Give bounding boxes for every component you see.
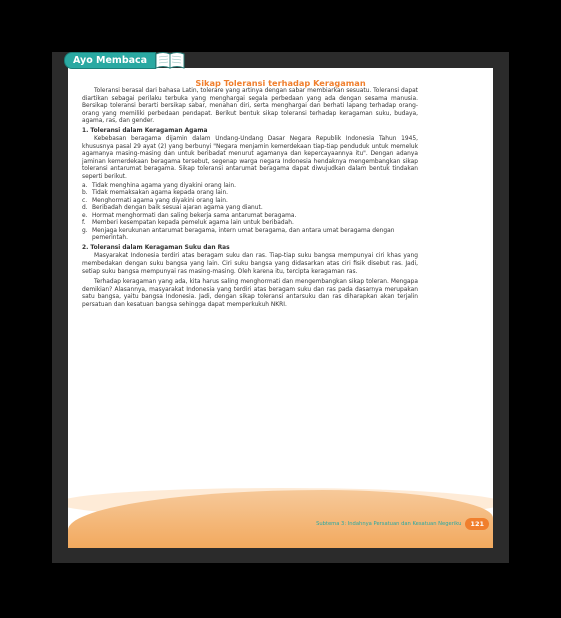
subtheme-label: Subtema 3: Indahnya Persatuan dan Kesatuan Negeriku bbox=[316, 521, 462, 527]
list-item: b. Tidak memaksakan agama kepada orang lain. bbox=[82, 190, 229, 197]
page-number: 121 bbox=[465, 518, 489, 530]
section2-heading: 2. Toleransi dalam Keragaman Suku dan Ras bbox=[82, 244, 230, 251]
page-title: Sikap Toleransi terhadap Keragaman bbox=[195, 78, 366, 88]
section1-paragraph: Kebebasan beragama dijamin dalam Undang-Undang Dasar Negara Republik Indonesia Tahun 1945, khususnya pasal 29 ayat (2) yang berbunyi "Negara menjamin kemerdekaan tiap-tiap penduduk untuk memeluk agamanya masing-masing dan untuk beribadat menurut agamanya dan kepercayaannya itu". Dengan adanya jaminan kemerdekaan beragama tersebut, segenap warga negara Indonesia hendaknya mengembangkan sikap toleransi antarumat beragama. Sikap toleransi antarumat beragama dapat diwujudkan dalam bentuk tindakan seperti berikut. bbox=[82, 136, 418, 181]
page-footer bbox=[316, 518, 489, 530]
list-item: a. Tidak menghina agama yang diyakini orang lain. bbox=[82, 182, 236, 189]
ayo-membaca-banner bbox=[64, 52, 186, 68]
open-book-icon bbox=[154, 50, 186, 70]
list-item: g. Menjaga kerukunan antarumat beragama, intern umat beragama, dan antara umat beragama dengan pemerintah. bbox=[82, 227, 395, 242]
list-item: d. Beribadah dengan baik sesuai ajaran agama yang dianut. bbox=[82, 205, 263, 212]
list-item: c. Menghormati agama yang diyakini orang lain. bbox=[82, 197, 228, 204]
section2-paragraph-1: Masyarakat Indonesia terdiri atas beragam suku dan ras. Tiap-tiap suku bangsa mempunyai ciri khas yang membedakan dengan suku bangsa yang lain. Ciri suku bangsa yang didasarkan atas ciri fisik disebut ras. Jadi, setiap suku bangsa mempunyai ras masing-masing. Oleh karena itu, tercipta keragaman ras. bbox=[82, 253, 418, 275]
intro-paragraph: Toleransi berasal dari bahasa Latin, tolerare yang artinya dengan sabar membiarkan sesuatu. Toleransi dapat diartikan sebagai perilaku terbuka yang menghargai segala perbedaan yang ada dengan sesama manusia. Bersikap toleransi berarti bersikap sabar, menahan diri, serta menghargai dan berhati lapang terhadap orang-orang yang memiliki perbedaan pendapat. Berikut bentuk sikap toleransi terhadap keragaman suku, budaya, agama, ras, dan gender. bbox=[82, 88, 418, 125]
section2-paragraph-2: Terhadap keragaman yang ada, kita harus saling menghormati dan mengembangkan sikap toleran. Mengapa demikian? Alasannya, masyarakat Indonesia yang terdiri atas beragam suku dan ras pada dasarnya merupakan satu bangsa, yaitu bangsa Indonesia. Jadi, dengan sikap toleransi antarsuku dan ras diharapkan akan terjalin persatuan dan kesatuan bangsa sehingga dapat memperkukuh NKRI. bbox=[82, 279, 418, 308]
section1-list bbox=[82, 183, 418, 243]
banner-label: Ayo Membaca bbox=[64, 52, 156, 69]
list-item: e. Hormat menghormati dan saling bekerja sama antarumat beragama. bbox=[82, 212, 297, 219]
section1-heading: 1. Toleransi dalam Keragaman Agama bbox=[82, 127, 208, 134]
reading-text bbox=[82, 88, 418, 309]
list-item: f. Memberi kesempatan kepada pemeluk agama lain untuk beribadah. bbox=[82, 220, 294, 227]
